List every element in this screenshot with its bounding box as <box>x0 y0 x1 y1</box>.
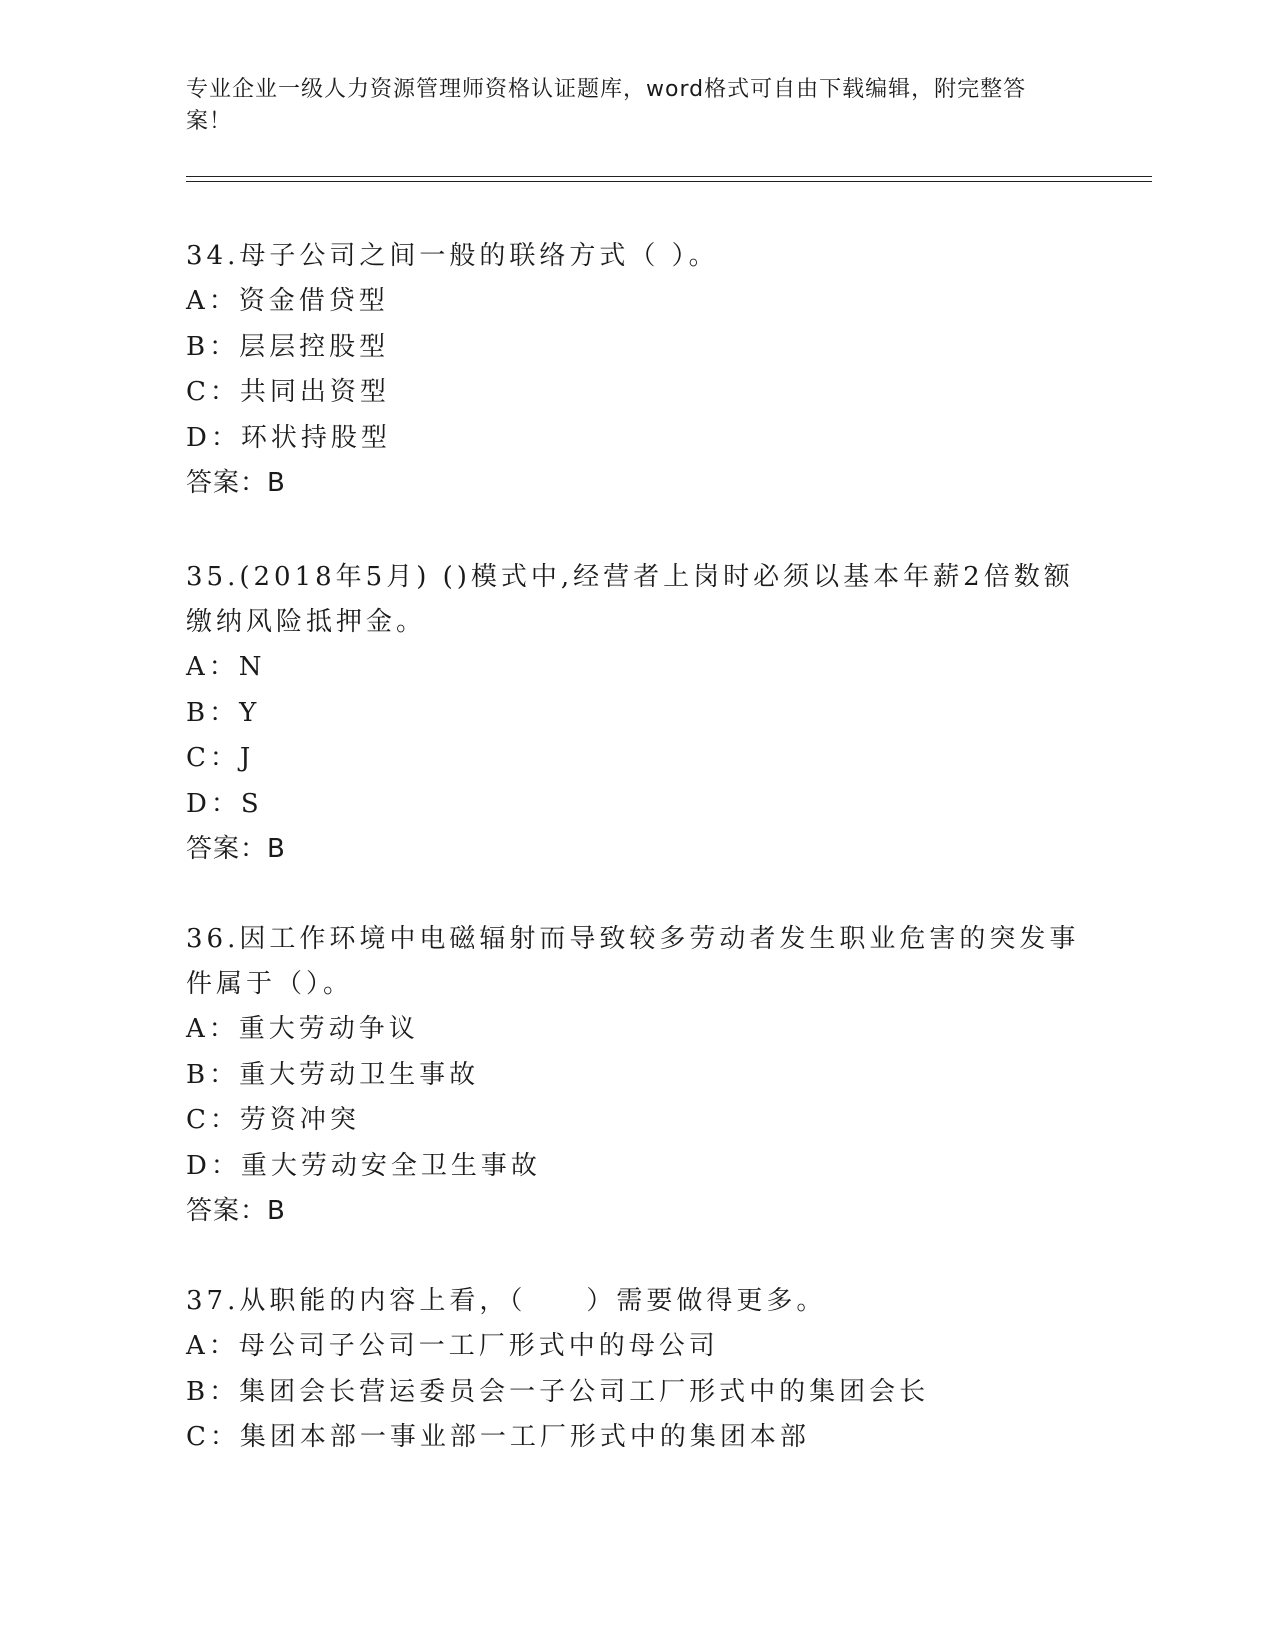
option-a: A：N <box>186 652 266 682</box>
question-37 <box>186 1279 1086 1461</box>
header-divider-bottom <box>186 181 1152 182</box>
option-b: B：层层控股型 <box>186 331 390 362</box>
option-d: D：重大劳动安全卫生事故 <box>186 1150 541 1181</box>
question-text: 34.母子公司之间一般的联络方式（ ）。 <box>186 241 719 271</box>
option-c: C：集团本部一事业部一工厂形式中的集团本部 <box>186 1422 810 1452</box>
question-35 <box>186 555 1086 872</box>
option-a: A：资金借贷型 <box>186 286 389 316</box>
answer-line: 答案：B <box>186 1196 286 1226</box>
document-header: 专业企业一级人力资源管理师资格认证题库，word格式可自由下载编辑，附完整答案！ <box>186 77 1027 134</box>
answer-line: 答案：B <box>186 834 286 864</box>
question-34 <box>186 234 1086 506</box>
answer-line: 答案：B <box>186 468 286 498</box>
option-b: B：Y <box>186 697 261 728</box>
question-text: 35.(2018年5月) ()模式中,经营者上岗时必须以基本年薪2倍数额缴纳风险抵押金。 <box>186 562 1074 637</box>
option-c: C：劳资冲突 <box>186 1105 360 1135</box>
option-b: B：集团会长营运委员会一子公司工厂形式中的集团会长 <box>186 1376 930 1407</box>
question-36 <box>186 917 1086 1234</box>
option-c: C：共同出资型 <box>186 377 390 407</box>
question-text: 36.因工作环境中电磁辐射而导致较多劳动者发生职业危害的突发事件属于（）。 <box>186 924 1080 999</box>
question-text: 37.从职能的内容上看，（ ）需要做得更多。 <box>186 1286 827 1316</box>
header-divider-top <box>186 176 1152 177</box>
option-a: A：母公司子公司一工厂形式中的母公司 <box>186 1331 719 1361</box>
option-d: D：S <box>186 788 263 819</box>
option-d: D：环状持股型 <box>186 422 391 453</box>
option-c: C：J <box>186 743 255 773</box>
option-a: A：重大劳动争议 <box>186 1014 419 1044</box>
option-b: B：重大劳动卫生事故 <box>186 1059 480 1090</box>
